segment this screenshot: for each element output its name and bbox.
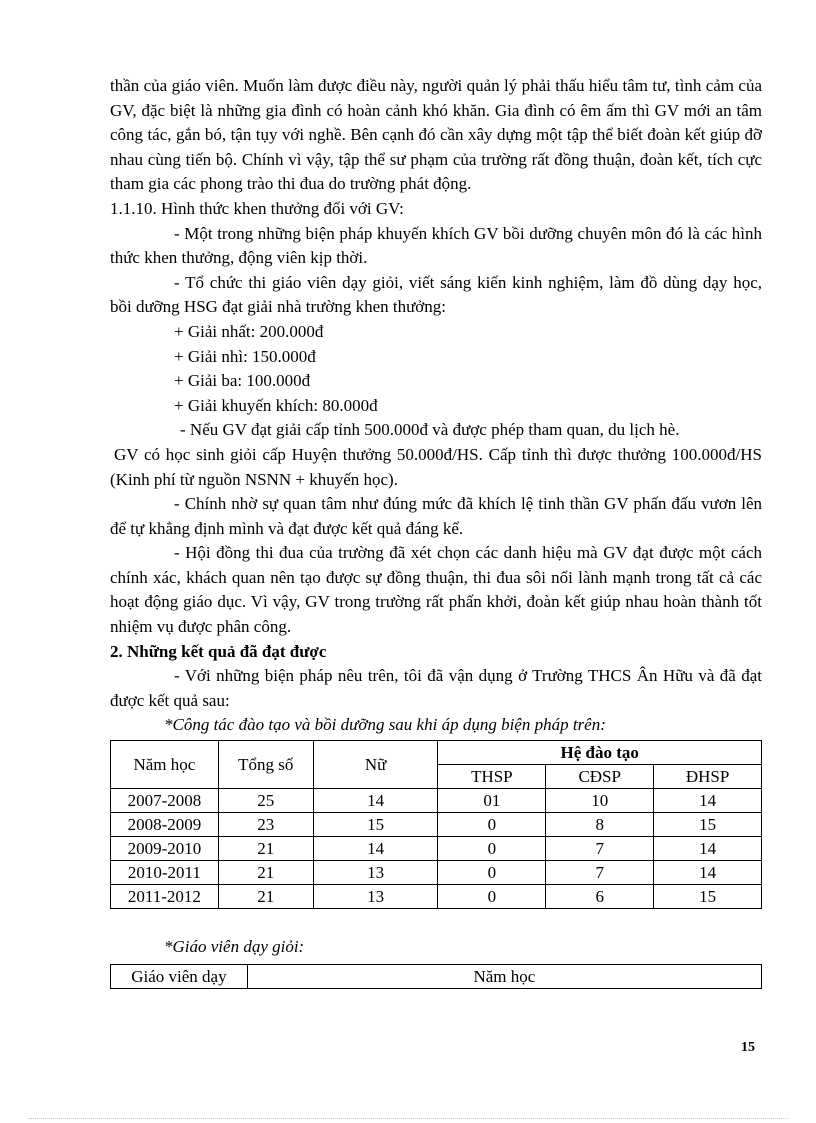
cell-female: 14 [313,837,438,861]
header-training-system: Hệ đào tạo [438,741,762,765]
header-total: Tổng số [218,741,313,789]
table-row [111,885,762,909]
cell-female: 15 [313,813,438,837]
cell-cdsp: 7 [546,861,654,885]
cell-dhsp: 14 [654,861,762,885]
reward-second-prize: + Giải nhì: 150.000đ [174,346,316,366]
cell-thsp: 0 [438,813,546,837]
cell-total: 21 [218,861,313,885]
cell-dhsp: 15 [654,813,762,837]
cell-cdsp: 10 [546,789,654,813]
table-row [111,789,762,813]
cell-cdsp: 7 [546,837,654,861]
cell-year: 2010-2011 [111,861,219,885]
paragraph-council: - Hội đồng thi đua của trường đã xét chọn các danh hiệu mà GV đạt được một cách chính xác, khách quan nên tạo được sự đồng thuận, thi đua sôi nổi lành mạnh trong tất cả các hoạt động giáo dục. Vì vậy, GV trong trường rất phấn khởi, đoàn kết giúp nhau hoàn thành tốt nhiệm vụ được phân công. [110,543,762,637]
header-teacher: Giáo viên dạy [111,964,248,988]
header-year: Năm học [111,741,219,789]
paragraph-student-awards: GV có học sinh giỏi cấp Huyện thưởng 50.000đ/HS. Cấp tỉnh thì được thưởng 100.000đ/HS (Kinh phí từ nguồn NSNN + khuyến học). [110,444,762,489]
cell-year: 2007-2008 [111,789,219,813]
cell-female: 14 [313,789,438,813]
good-teachers-table [110,964,762,989]
cell-cdsp: 6 [546,885,654,909]
page-footer-divider [28,1118,788,1119]
table-header-row [111,741,762,765]
cell-year: 2008-2009 [111,813,219,837]
training-table [110,740,762,909]
cell-total: 23 [218,813,313,837]
table-row [111,837,762,861]
cell-dhsp: 14 [654,789,762,813]
header-cdsp: CĐSP [546,765,654,789]
header-thsp: THSP [438,765,546,789]
paragraph-results-intro: - Với những biện pháp nêu trên, tôi đã vận dụng ở Trường THCS Ân Hữu và đã đạt được kết quả sau: [110,666,762,710]
paragraph-encouragement: - Một trong những biện pháp khuyến khích GV bồi dưỡng chuyên môn đó là các hình thức khen thưởng, động viên kịp thời. [110,223,762,268]
page-number: 15 [741,1040,755,1055]
table-row [111,813,762,837]
page-content [110,74,762,989]
paragraph-intro: thần của giáo viên. Muốn làm được điều này, người quản lý phải thấu hiểu tâm tư, tình cảm của GV, đặc biệt là những gia đình có hoàn cảnh khó khăn. Gia đình có êm ấm thì GV mới an tâm công tác, gắn bó, tận tụy với nghề. Bên cạnh đó cần xây dựng một tập thể biết đoàn kết giúp đỡ nhau cùng tiến bộ. Chính vì vậy, tập thể sư phạm của trường rất đồng thuận, đoàn kết, tích cực tham gia các phong trào thi đua do trường phát động. [110,76,762,194]
paragraph-provincial-award: - Nếu GV đạt giải cấp tỉnh 500.000đ và được phép tham quan, du lịch hè. [180,420,680,440]
cell-thsp: 0 [438,837,546,861]
cell-year: 2011-2012 [111,885,219,909]
reward-consolation-prize: + Giải khuyến khích: 80.000đ [174,395,378,415]
table-header-row [111,964,762,988]
cell-total: 25 [218,789,313,813]
reward-first-prize: + Giải nhất: 200.000đ [174,321,324,341]
cell-dhsp: 15 [654,885,762,909]
cell-thsp: 01 [438,789,546,813]
reward-third-prize: + Giải ba: 100.000đ [174,371,311,391]
cell-dhsp: 14 [654,837,762,861]
section-heading-1-1-10: 1.1.10. Hình thức khen thưởng đối với GV: [110,198,404,218]
cell-cdsp: 8 [546,813,654,837]
header-school-year: Năm học [247,964,761,988]
table-row [111,861,762,885]
cell-total: 21 [218,837,313,861]
header-female: Nữ [313,741,438,789]
table2-caption: *Giáo viên dạy giỏi: [164,937,305,957]
cell-thsp: 0 [438,885,546,909]
cell-thsp: 0 [438,861,546,885]
cell-female: 13 [313,861,438,885]
cell-year: 2009-2010 [111,837,219,861]
cell-female: 13 [313,885,438,909]
cell-total: 21 [218,885,313,909]
table1-caption: *Công tác đào tạo và bồi dưỡng sau khi áp dụng biện pháp trên: [164,715,606,735]
paragraph-attention: - Chính nhờ sự quan tâm như đúng mức đã khích lệ tinh thần GV phấn đấu vươn lên để tự khẳng định mình và đạt được kết quả đáng kể. [110,494,762,538]
header-dhsp: ĐHSP [654,765,762,789]
paragraph-competitions: - Tổ chức thi giáo viên dạy giỏi, viết sáng kiến kinh nghiệm, làm đồ dùng dạy học, bồi dưỡng HSG đạt giải nhà trường khen thưởng: [110,272,762,317]
section-heading-results: 2. Những kết quả đã đạt được [110,641,327,661]
